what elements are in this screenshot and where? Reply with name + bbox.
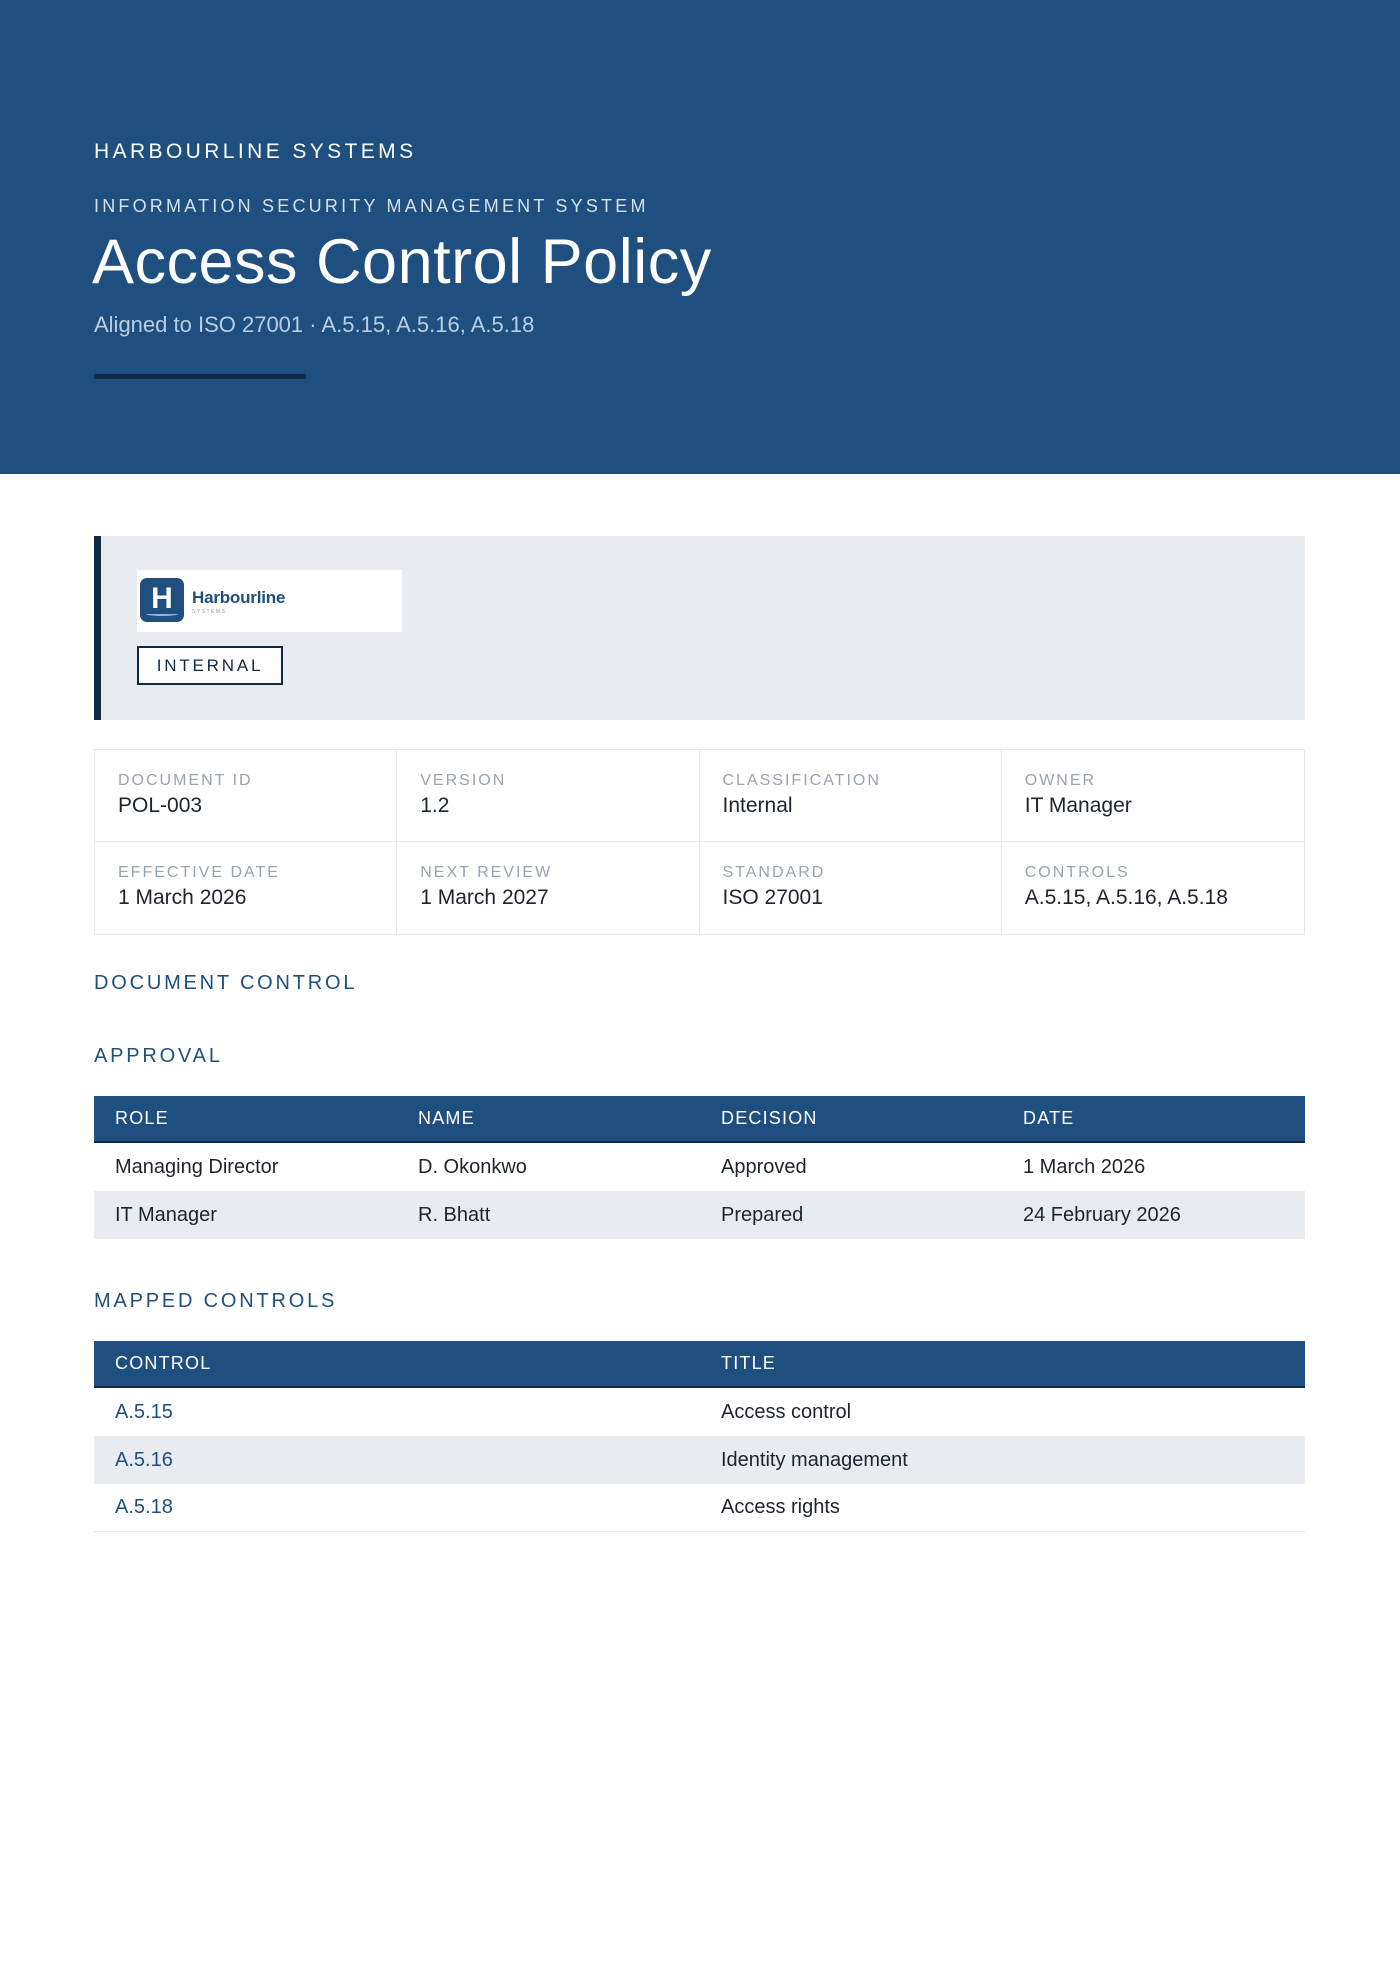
table-header — [94, 1341, 1305, 1388]
meta-label: CLASSIFICATION — [722, 772, 881, 789]
meta-effective-date — [95, 842, 397, 934]
meta-label: OWNER — [1024, 772, 1097, 789]
system-name: INFORMATION SECURITY MANAGEMENT SYSTEM — [94, 196, 649, 216]
cell-role: Managing Director — [115, 1155, 279, 1178]
meta-value: 1.2 — [420, 794, 450, 817]
meta-value: Internal — [722, 794, 793, 817]
column-header-date: DATE — [1023, 1108, 1075, 1128]
meta-next-review — [397, 842, 699, 934]
meta-label: EFFECTIVE DATE — [118, 864, 280, 881]
company-logo — [137, 570, 402, 632]
table-row — [94, 1388, 1305, 1436]
control-link[interactable]: A.5.18 — [115, 1496, 173, 1518]
cell-name: D. Okonkwo — [418, 1155, 527, 1178]
logo-tagline: SYSTEMS — [192, 609, 227, 615]
table-row — [94, 1143, 1305, 1191]
cell-title: Access control — [721, 1400, 852, 1423]
control-link[interactable]: A.5.16 — [115, 1448, 173, 1471]
section-heading-mapped-controls: MAPPED CONTROLS — [94, 1290, 338, 1312]
page-subtitle: Aligned to ISO 27001 · A.5.15, A.5.16, A.5.18 — [94, 312, 535, 337]
meta-label: NEXT REVIEW — [420, 864, 553, 881]
cell-date: 24 February 2026 — [1023, 1203, 1181, 1226]
meta-owner — [1002, 750, 1304, 842]
meta-value: 1 March 2026 — [118, 886, 247, 909]
header-banner — [0, 0, 1400, 474]
cell-title: Identity management — [721, 1448, 908, 1471]
column-header-name: NAME — [418, 1108, 475, 1128]
meta-label: STANDARD — [722, 864, 826, 881]
section-heading-document-control: DOCUMENT CONTROL — [94, 972, 358, 994]
brand-panel — [94, 536, 1305, 720]
cell-date: 1 March 2026 — [1023, 1155, 1146, 1178]
approval-table — [94, 1096, 1305, 1239]
meta-classification — [700, 750, 1002, 842]
meta-label: DOCUMENT ID — [118, 772, 253, 789]
cell-decision: Prepared — [721, 1203, 804, 1226]
table-row — [94, 1484, 1305, 1532]
meta-label: CONTROLS — [1024, 864, 1130, 881]
meta-document-id — [95, 750, 397, 842]
control-link[interactable]: A.5.15 — [115, 1400, 173, 1423]
title-underline — [94, 374, 306, 379]
mapped-controls-table — [94, 1341, 1305, 1532]
company-name: HARBOURLINE SYSTEMS — [94, 140, 417, 163]
column-header-title: TITLE — [721, 1353, 777, 1373]
column-header-control: CONTROL — [115, 1353, 212, 1373]
document-metadata — [94, 749, 1305, 935]
meta-controls — [1002, 842, 1304, 934]
table-row — [94, 1436, 1305, 1484]
logo-mark-icon — [140, 578, 184, 622]
classification-badge: INTERNAL — [137, 646, 283, 685]
section-heading-approval: APPROVAL — [94, 1045, 223, 1067]
logo-wave-icon — [146, 612, 178, 616]
meta-value: POL-003 — [118, 794, 203, 817]
column-header-role: ROLE — [115, 1108, 169, 1128]
meta-standard — [700, 842, 1002, 934]
meta-label: VERSION — [420, 772, 507, 789]
table-row — [94, 1191, 1305, 1239]
cell-title: Access rights — [721, 1496, 840, 1518]
meta-version — [397, 750, 699, 842]
meta-value: 1 March 2027 — [420, 886, 549, 909]
table-header — [94, 1096, 1305, 1143]
cell-role: IT Manager — [115, 1203, 217, 1226]
logo-name: Harbourline — [192, 588, 286, 607]
logo-letter: H — [151, 582, 173, 615]
cell-decision: Approved — [721, 1155, 807, 1178]
cell-name: R. Bhatt — [418, 1203, 491, 1226]
meta-value: IT Manager — [1024, 794, 1132, 817]
page-title: Access Control Policy — [92, 227, 712, 297]
meta-value: ISO 27001 — [722, 886, 823, 909]
column-header-decision: DECISION — [721, 1108, 818, 1128]
meta-value: A.5.15, A.5.16, A.5.18 — [1024, 886, 1228, 909]
